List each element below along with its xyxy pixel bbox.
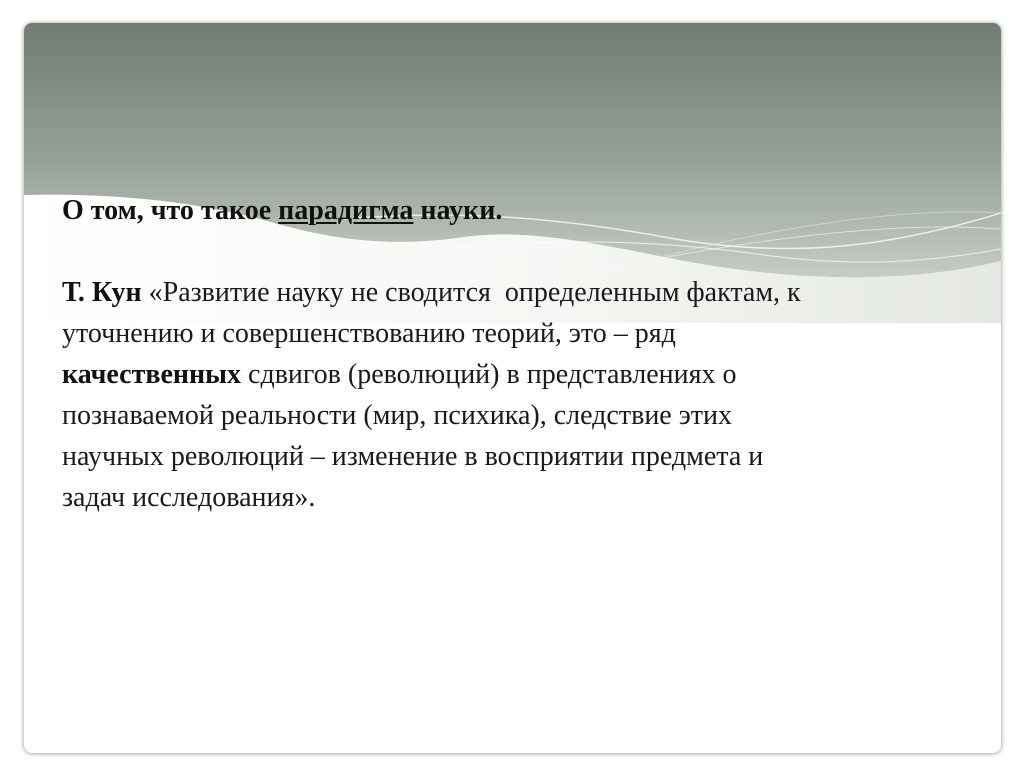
quote-line-4: познаваемой реальности (мир, психика), следствие этих	[62, 400, 732, 431]
quote-line-5: научных революций – изменение в восприятии предмета и	[62, 441, 764, 472]
slide-text	[62, 190, 962, 518]
quote-line-1-rest: «Развитие науку не сводится определенным фактам, к	[141, 277, 801, 308]
quote-line-6: задач исследования».	[62, 482, 316, 513]
heading-part1: О том, что такое	[62, 195, 279, 226]
paradigm-link[interactable]: парадигма	[278, 195, 414, 226]
heading-part2: науки.	[413, 195, 503, 226]
quote-line-3	[62, 354, 962, 395]
paragraph-gap	[62, 231, 962, 272]
quote-emphasis: качественных	[62, 359, 242, 390]
quote-line-2: уточнению и совершенствованию теорий, это – ряд	[62, 318, 676, 349]
quote-author: Т. Кун	[62, 277, 142, 308]
slide-heading	[62, 190, 962, 231]
quote-line-1	[62, 272, 962, 313]
quote-line-3-rest: сдвигов (революций) в представлениях о	[241, 359, 737, 390]
slide	[24, 23, 1001, 753]
